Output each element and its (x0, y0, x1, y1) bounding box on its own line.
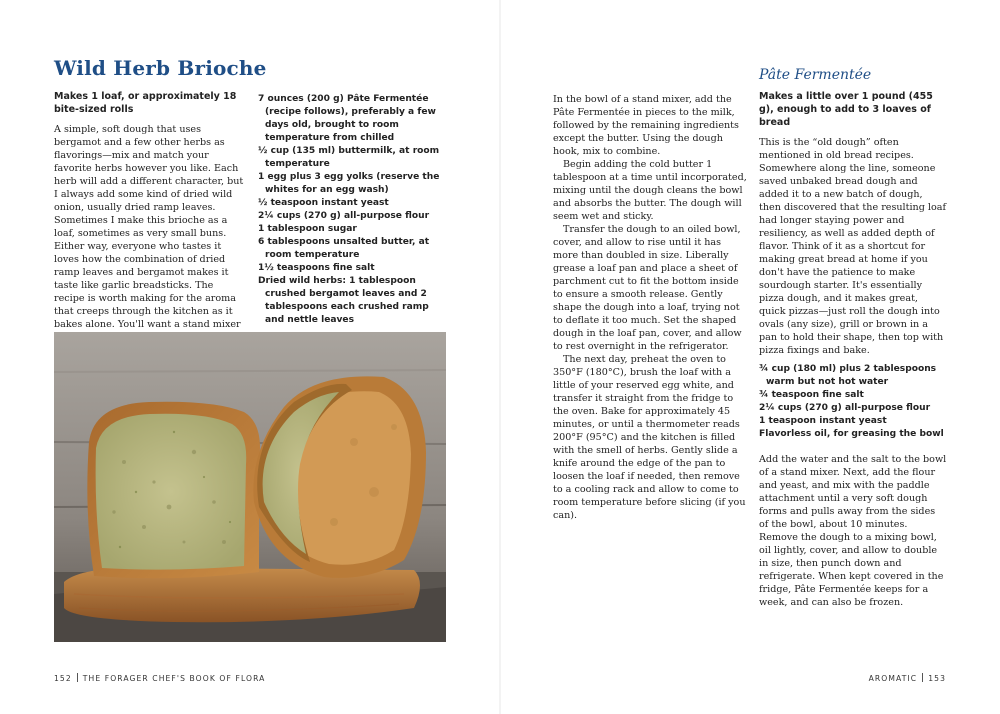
sub-recipe-method: Add the water and the salt to the bowl of a stand mixer. Next, add the flour and yeast, and mix with the paddle attachment until a very soft dough forms and pulls away from the sides of the bowl, about 10 minutes. Remove the dough to a mixing bowl, oil lightly, cover, and allow to double in size, then punch down and refrigerate. When kept covered in the fridge, Pâte Fermentée keeps for a week, and can also be frozen. (759, 454, 947, 608)
ingredient-item: 1½ teaspoons fine salt (258, 263, 375, 273)
sub-recipe-title: Pâte Fermentée (759, 67, 872, 83)
brioche-photo-illustration (54, 332, 446, 642)
recipe-title: Wild Herb Brioche (54, 56, 267, 80)
page-number-left: 152 (54, 674, 72, 683)
footer-right (869, 673, 946, 683)
ingredient-item: 1 egg plus 3 egg yolks (reserve the whites for an egg wash) (258, 172, 440, 195)
ingredient-item: 1 tablespoon sugar (258, 224, 357, 234)
sub-recipe-yield: Makes a little over 1 pound (455 g), enough to add to 3 loaves of bread (759, 91, 933, 128)
brioche-photo (54, 332, 446, 642)
ingredient-item: 2¼ cups (270 g) all-purpose flour (258, 211, 430, 221)
footer-divider (922, 673, 923, 682)
ingredient-item: Flavorless oil, for greasing the bowl (759, 429, 944, 439)
ingredient-item: ¾ cup (180 ml) plus 2 tablespoons warm but not hot water (759, 364, 937, 387)
recipe-yield: Makes 1 loaf, or approximately 18 bite-sized rolls (54, 91, 237, 115)
ingredient-item: 6 tablespoons unsalted butter, at room temperature (258, 237, 430, 260)
method-paragraph: In the bowl of a stand mixer, add the Pâte Fermentée in pieces to the milk, followed by the remaining ingredients except the butter. Using the dough hook, mix to combine. (553, 94, 739, 157)
ingredient-item: 7 ounces (200 g) Pâte Fermentée (recipe follows), preferably a few days old, brought to room temperature from chilled (258, 94, 436, 143)
ingredient-item: ½ teaspoon instant yeast (258, 198, 389, 208)
ingredient-item: 2¼ cups (270 g) all-purpose flour (759, 403, 931, 413)
ingredient-item: Dried wild herbs: 1 tablespoon crushed bergamot leaves and 2 tablespoons each crushed ramp and nettle leaves (258, 276, 429, 325)
sub-recipe-column (759, 66, 947, 615)
ingredient-item: ½ cup (135 ml) buttermilk, at room temperature (258, 146, 440, 169)
method-paragraph: The next day, preheat the oven to 350°F (180°C), brush the loaf with a little of your reserved egg white, and transfer it straight from the fridge to the oven. Bake for approximately 45 minutes, or until a thermometer reads 200°F (95°C) and the kitchen is filled with the smell of herbs. Gently slide a knife around the edge of the pan to loosen the loaf if needed, then remove to a cooling rack and allow to come to room temperature before slicing (if you can). (553, 354, 746, 521)
ingredient-item: 1 teaspoon instant yeast (759, 416, 887, 426)
recipe-intro: A simple, soft dough that uses bergamot and a few other herbs as flavorings—mix and match your favorite herbs however you like. Each herb will add a different character, but I always add some kind of dried wild onion, usually dried ramp leaves. Sometimes I make this brioche as a loaf, sometimes as very small buns. Either way, everyone who tastes it loves how the combination of dried ramp leaves and bergamot makes it taste like garlic breadsticks. The recipe is worth making for the aroma that creeps through the kitchen as it bakes alone. You'll want a stand mixer (54, 124, 244, 330)
ingredients-column (258, 93, 450, 327)
sub-ingredient-list (759, 363, 947, 441)
method-paragraph: Transfer the dough to an oiled bowl, cover, and allow to rise until it has more than doubled in size. Liberally grease a loaf pan and place a sheet of parchment cut to fit the bottom inside to ensure a smooth release. Gently shape the dough into a loaf, trying not to deflate it too much. Set the shaped dough in the loaf pan, cover, and allow to rest overnight in the refrigerator. (553, 224, 742, 352)
footer-divider (77, 673, 78, 682)
page-gutter (499, 0, 501, 714)
book-title-running-head: THE FORAGER CHEF'S BOOK OF FLORA (82, 674, 266, 683)
intro-column (54, 90, 244, 344)
footer-left (54, 673, 265, 683)
method-paragraph: Begin adding the cold butter 1 tablespoon at a time until incorporated, mixing until the dough cleans the bowl and absorbs the butter. The dough will seem wet and sticky. (553, 159, 747, 222)
ingredient-item: ¾ teaspoon fine salt (759, 390, 864, 400)
sub-recipe-intro: This is the “old dough” often mentioned in old bread recipes. Somewhere along the line, someone saved unbaked bread dough and added it to a new batch of dough, then discovered that the resulting loaf had longer staying power and resiliency, as well as added depth of flavor. Think of it as a shortcut for making great bread at home if you don't have the patience to make sourdough starter. It's essentially pizza dough, and it makes great, quick pizzas—just roll the dough into ovals (any size), grill or brown in a pan to hold their shape, then top with pizza fixings and bake. (759, 137, 947, 356)
section-running-head: AROMATIC (868, 674, 918, 683)
method-column (553, 93, 748, 522)
ingredient-list (258, 93, 450, 327)
page-number-right: 153 (928, 674, 946, 683)
